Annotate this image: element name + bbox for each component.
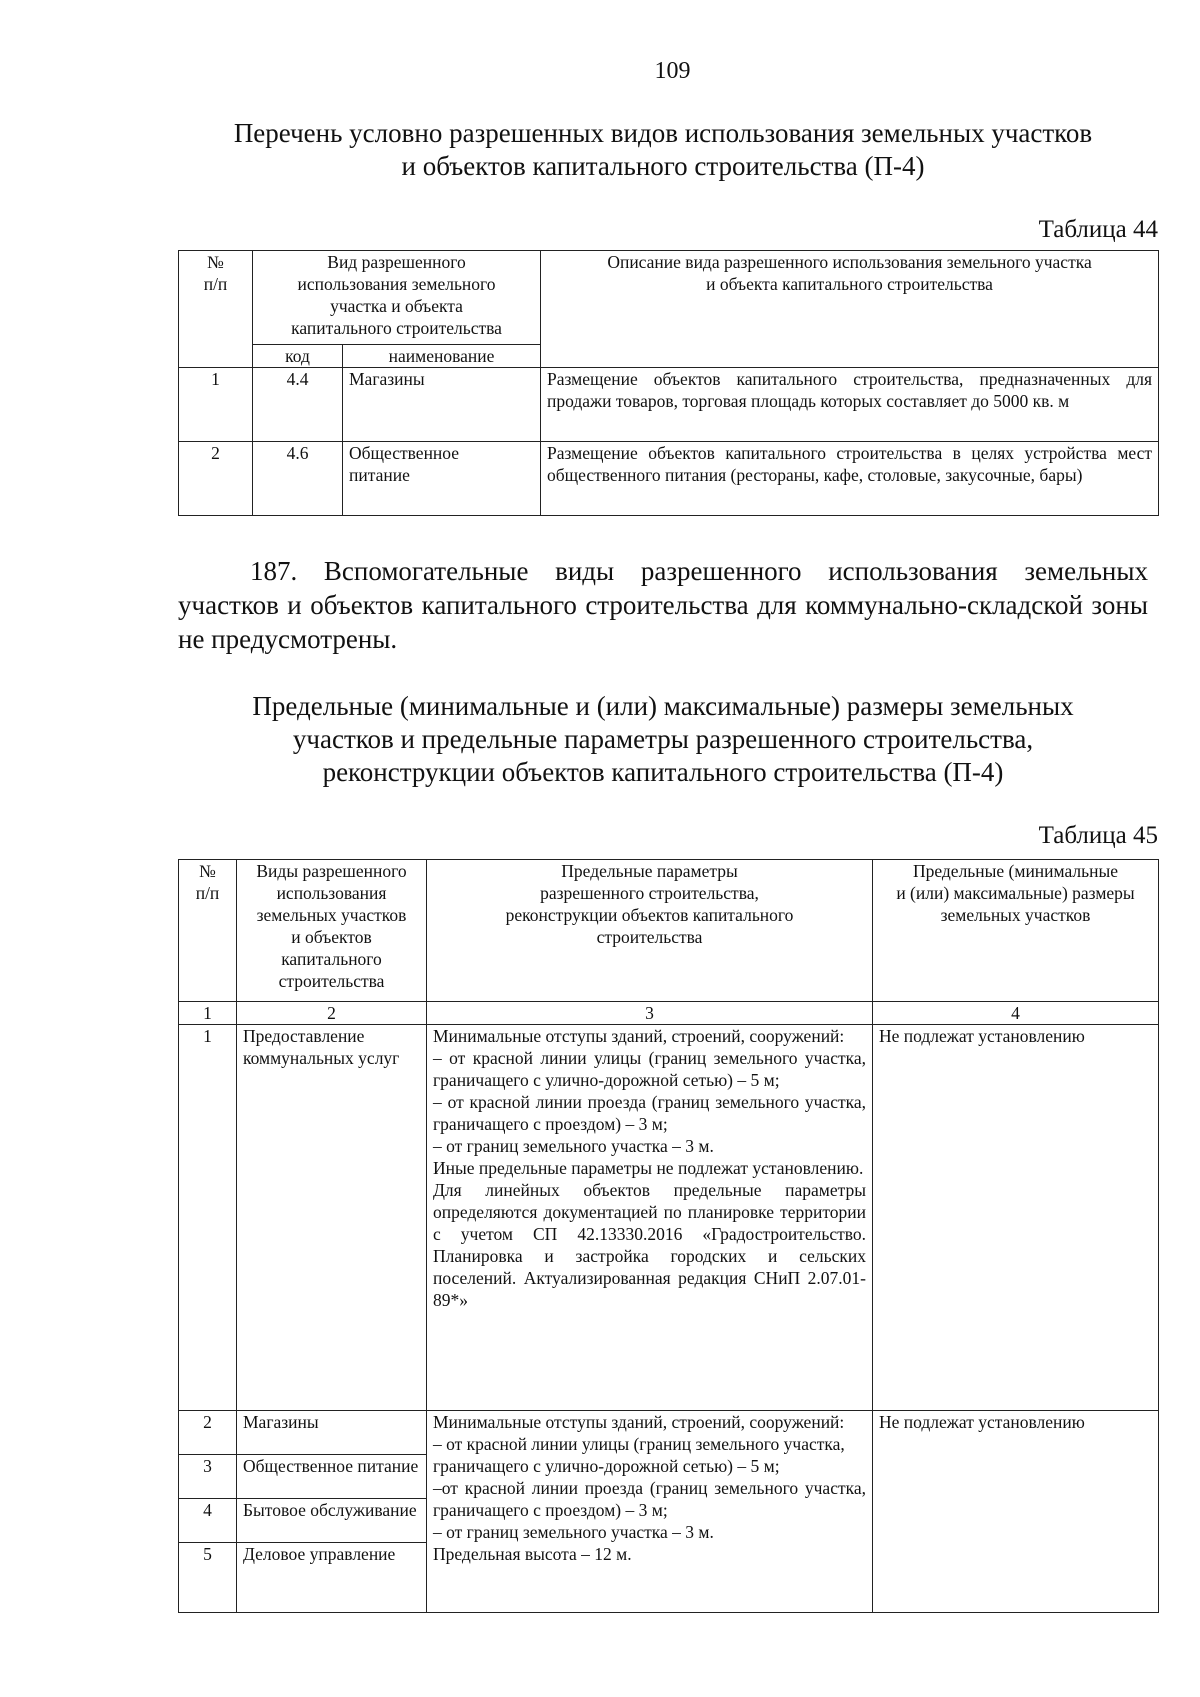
page-number: 109 [654, 58, 691, 84]
row-num: 3 [179, 1455, 237, 1499]
params-intro: Минимальные отступы зданий, строений, сооружений: [433, 1412, 845, 1432]
section2-title-line: реконструкции объектов капитального строительства (П-4) [322, 757, 1004, 787]
row-num: 4 [179, 1499, 237, 1543]
table-45 [178, 859, 1159, 1613]
row-num: 1 [179, 1025, 237, 1411]
section1-title [178, 117, 1148, 183]
col-number: 4 [873, 1002, 1159, 1025]
row-kind: Бытовое обслуживание [237, 1499, 427, 1543]
table-44 [178, 250, 1159, 516]
row-num: 5 [179, 1543, 237, 1613]
table45-caption: Таблица 45 [1038, 822, 1158, 849]
row-sizes: Не подлежат установлению [873, 1411, 1159, 1613]
header-kind: Виды разрешенного использования земельных участков и объектов капитального строительства [237, 860, 427, 1002]
row-num: 2 [179, 442, 253, 516]
header-description: Описание вида разрешенного использования земельного участка и объекта капитального строительства [541, 251, 1159, 368]
row-kind: Магазины [237, 1411, 427, 1455]
row-kind: Общественное питание [237, 1455, 427, 1499]
row-code: 4.4 [253, 368, 343, 442]
row-name: Магазины [343, 368, 541, 442]
header-name: наименование [343, 345, 541, 368]
header-params: Предельные параметры разрешенного строительства, реконструкции объектов капитального строительства [427, 860, 873, 1002]
row-num: 2 [179, 1411, 237, 1455]
column-number-row [179, 1002, 1159, 1025]
table-row [179, 1411, 1159, 1455]
table-header-row [179, 860, 1159, 1002]
col-number: 3 [427, 1002, 873, 1025]
params-plain: – от красной линии улицы (границ земельного участка, граничащего с улично-дорожной сетью) – 5 м; [433, 1434, 845, 1476]
section1-title-line: Перечень условно разрешенных видов использования земельных участков [233, 118, 1093, 148]
col-number: 2 [237, 1002, 427, 1025]
table-row [179, 442, 1159, 516]
paragraph-187: 187. Вспомогательные виды разрешенного использования земельных участков и объектов капитального строительства для коммунально-складской зоны не предусмотрены. [178, 556, 1148, 654]
row-kind: Деловое управление [237, 1543, 427, 1613]
row-params: Минимальные отступы зданий, строений, сооружений: – от красной линии улицы (границ земельного участка, граничащего с улично-дорожной сетью) – 5 м; – от красной линии проезда (границ земельного участка, граничащего с проездом) – 3 м; – от границ земельного участка – 3 м. Иные предельные параметры не подлежат установлению. Для линейных объектов предельные параметры определяются документацией по планировке территории с учетом СП 42.13330.2016 «Градостроительство. Планировка и застройка городских и сельских поселений. Актуализированная редакция СНиП 2.07.01-89*» [427, 1025, 873, 1411]
row-description: Размещение объектов капитального строительства в целях устройства мест общественного питания (рестораны, кафе, столовые, закусочные, бары) [541, 442, 1159, 516]
header-sizes: Предельные (минимальные и (или) максимальные) размеры земельных участков [873, 860, 1159, 1002]
table-row [179, 368, 1159, 442]
section1-title-line: и объектов капитального строительства (П-4) [401, 151, 925, 181]
header-code: код [253, 345, 343, 368]
section2-title [178, 690, 1148, 789]
row-name: Общественное питание [343, 442, 541, 516]
row-description: Размещение объектов капитального строительства, предназначенных для продажи товаров, торговая площадь которых составляет до 5000 кв. м [541, 368, 1159, 442]
section2-title-line: Предельные (минимальные и (или) максимальные) размеры земельных [252, 691, 1074, 721]
row-params [427, 1411, 873, 1613]
table-header-row [179, 251, 1159, 345]
row-kind: Предоставление коммунальных услуг [237, 1025, 427, 1411]
header-num: № п/п [179, 860, 237, 1002]
header-kind: Вид разрешенного использования земельного участка и объекта капитального строительства [253, 251, 541, 345]
table44-caption: Таблица 44 [1038, 216, 1158, 243]
section2-title-line: участков и предельные параметры разрешенного строительства, [292, 724, 1034, 754]
header-num: № п/п [179, 251, 253, 368]
row-num: 1 [179, 368, 253, 442]
table-row [179, 1025, 1159, 1411]
col-number: 1 [179, 1002, 237, 1025]
row-code: 4.6 [253, 442, 343, 516]
params-rest: –от красной линии проезда (границ земельного участка, граничащего с проездом) – 3 м; – от границ земельного участка – 3 м. Предельная высота – 12 м. [433, 1478, 866, 1564]
row-sizes: Не подлежат установлению [873, 1025, 1159, 1411]
